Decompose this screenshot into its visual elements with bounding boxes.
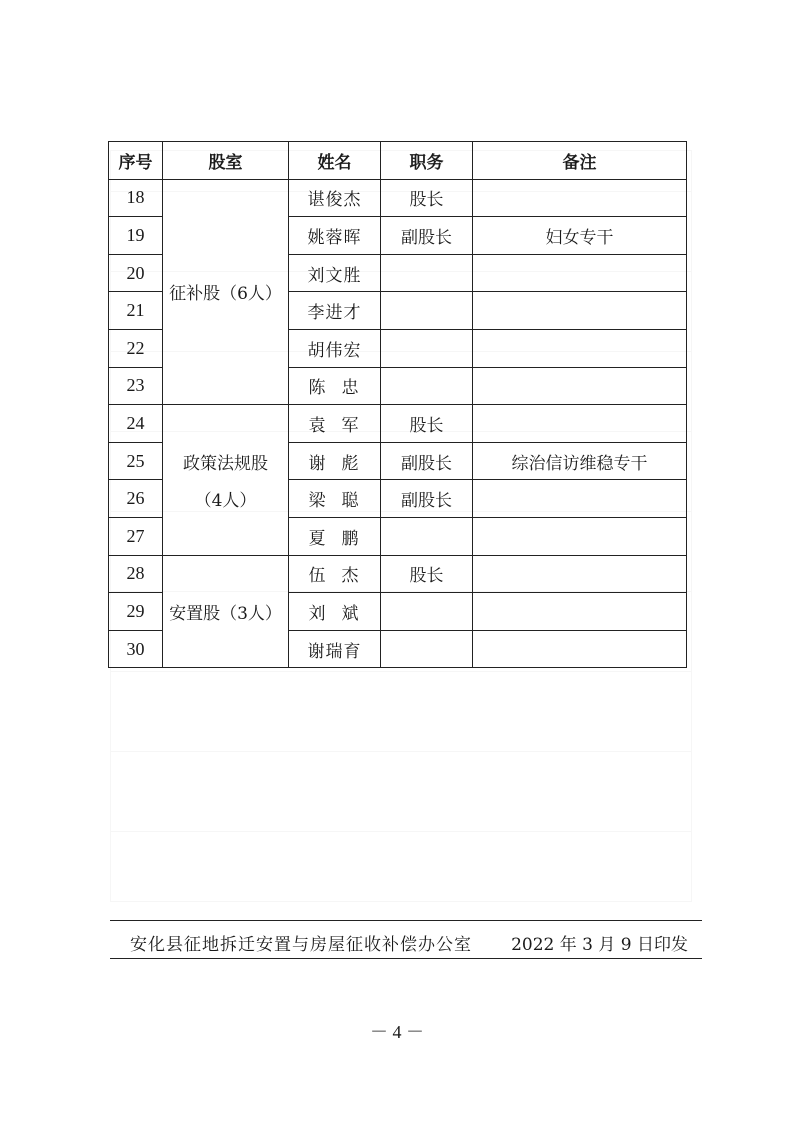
table-header-row <box>109 142 687 180</box>
row-note <box>473 480 687 518</box>
row-no: 20 <box>109 254 163 292</box>
row-title <box>381 329 473 367</box>
row-note <box>473 367 687 405</box>
row-name: 伍杰 <box>289 555 381 593</box>
row-note <box>473 329 687 367</box>
page-number: － 4 － <box>370 1022 424 1042</box>
row-name: 李进才 <box>289 292 381 330</box>
row-no: 21 <box>109 292 163 330</box>
row-name: 刘文胜 <box>289 254 381 292</box>
row-note: 妇女专干 <box>473 217 687 255</box>
issuing-office: 安化县征地拆迁安置与房屋征收补偿办公室 <box>130 935 472 955</box>
row-no: 25 <box>109 442 163 480</box>
row-no: 28 <box>109 555 163 593</box>
row-name: 陈忠 <box>289 367 381 405</box>
row-title <box>381 593 473 631</box>
row-title: 股长 <box>381 179 473 217</box>
row-note: 综治信访维稳专干 <box>473 442 687 480</box>
row-title: 股长 <box>381 405 473 443</box>
department-name: 政策法规股 <box>183 453 268 474</box>
row-title: 副股长 <box>381 442 473 480</box>
department-count: （4人） <box>194 490 257 511</box>
row-title: 副股长 <box>381 217 473 255</box>
row-note <box>473 593 687 631</box>
row-title <box>381 254 473 292</box>
row-no: 23 <box>109 367 163 405</box>
table-row <box>109 179 687 217</box>
row-no: 22 <box>109 329 163 367</box>
row-title <box>381 292 473 330</box>
header-title: 职务 <box>381 142 473 180</box>
department-cell <box>163 555 289 668</box>
row-name: 夏鹏 <box>289 517 381 555</box>
row-no: 26 <box>109 480 163 518</box>
row-note <box>473 179 687 217</box>
staff-table <box>108 141 687 668</box>
header-name: 姓名 <box>289 142 381 180</box>
row-no: 18 <box>109 179 163 217</box>
header-department: 股室 <box>163 142 289 180</box>
row-note <box>473 517 687 555</box>
row-note <box>473 405 687 443</box>
department-cell <box>163 405 289 555</box>
row-title <box>381 630 473 668</box>
row-name: 袁军 <box>289 405 381 443</box>
row-name: 谢彪 <box>289 442 381 480</box>
row-note <box>473 254 687 292</box>
table-row <box>109 555 687 593</box>
table-row <box>109 405 687 443</box>
header-note: 备注 <box>473 142 687 180</box>
row-name: 胡伟宏 <box>289 329 381 367</box>
row-no: 30 <box>109 630 163 668</box>
footer-top-rule <box>110 920 702 921</box>
department-name: 征补股（6人） <box>169 284 282 305</box>
footer-bottom-rule <box>110 958 702 959</box>
row-name: 刘斌 <box>289 593 381 631</box>
row-no: 29 <box>109 593 163 631</box>
row-name: 谢瑞育 <box>289 630 381 668</box>
row-note <box>473 292 687 330</box>
department-name: 安置股（3人） <box>169 603 282 624</box>
row-title: 副股长 <box>381 480 473 518</box>
row-note <box>473 630 687 668</box>
row-name: 谌俊杰 <box>289 179 381 217</box>
row-no: 24 <box>109 405 163 443</box>
department-cell <box>163 179 289 405</box>
header-no: 序号 <box>109 142 163 180</box>
row-title: 股长 <box>381 555 473 593</box>
row-title <box>381 367 473 405</box>
row-note <box>473 555 687 593</box>
row-no: 27 <box>109 517 163 555</box>
row-no: 19 <box>109 217 163 255</box>
row-title <box>381 517 473 555</box>
row-name: 梁聪 <box>289 480 381 518</box>
row-name: 姚蓉晖 <box>289 217 381 255</box>
issuance-footer <box>110 926 702 954</box>
issue-date: 2022 年 3 月 9 日印发 <box>511 935 688 955</box>
